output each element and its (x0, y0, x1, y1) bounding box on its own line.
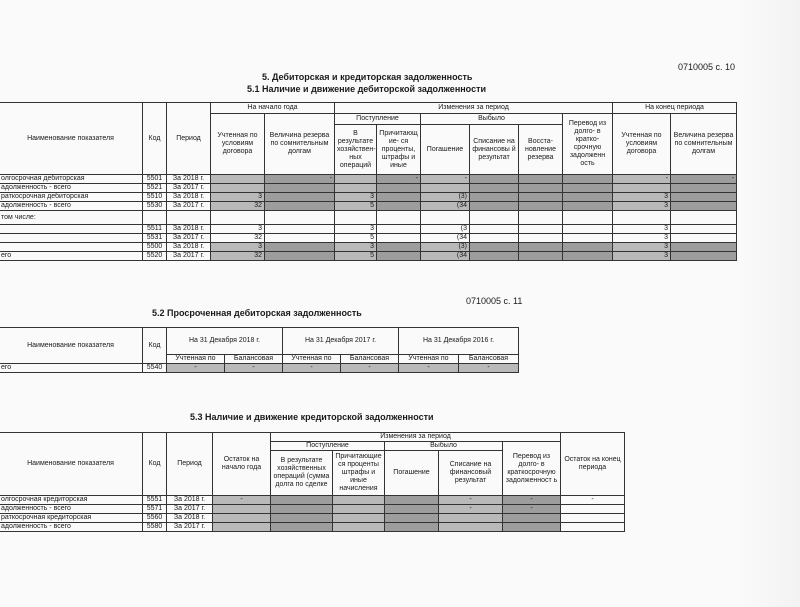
cell (333, 523, 385, 532)
cell: - (421, 175, 470, 184)
payables-header-end: Остаток на конец периода (561, 433, 625, 496)
cell (470, 252, 519, 261)
cell (265, 252, 335, 261)
row-period: За 2018 г. (167, 243, 211, 252)
header-income-interest: Причитающ ие- ся проценты, штрафы и иные (377, 125, 421, 175)
payables-header-writeoff: Списание на финансовый результат (439, 451, 503, 496)
row-code: 5511 (143, 225, 167, 234)
cell: 3 (211, 243, 265, 252)
cell: (3 (421, 225, 470, 234)
cell: - (225, 364, 283, 373)
cell (470, 234, 519, 243)
row-label: его (0, 252, 143, 261)
table-row (0, 505, 625, 514)
payables-header-code: Код (143, 433, 167, 496)
row-code: 5580 (143, 523, 167, 532)
overdue-sub-balance: Балансовая (341, 355, 399, 364)
header-code: Код (143, 103, 167, 175)
cell (563, 234, 613, 243)
cell (335, 184, 377, 193)
cell: - (341, 364, 399, 373)
header-end-of-period: На конец периода (613, 103, 737, 114)
cell: 3 (211, 193, 265, 202)
row-label (0, 225, 143, 234)
cell (519, 243, 563, 252)
cell (377, 243, 421, 252)
overdue-sub-contract: Учтенная по (283, 355, 341, 364)
scan-edge-shadow (740, 0, 800, 607)
row-period: За 2018 г. (167, 514, 213, 523)
cell: - (283, 364, 341, 373)
subsection-title-5-2: 5.2 Просроченная дебиторская задолженность (152, 308, 362, 318)
header-writeoff: Списание на финансовы й результат (470, 125, 519, 175)
payables-header-start: Остаток на начало года (213, 433, 271, 496)
header-end-contract: Учтенная по условиям договора (613, 114, 671, 175)
row-period: За 2017 г. (167, 234, 211, 243)
cell (470, 193, 519, 202)
cell: 3 (613, 252, 671, 261)
row-label: его (0, 364, 143, 373)
cell (377, 211, 421, 225)
cell: 3 (613, 193, 671, 202)
cell: 5 (335, 202, 377, 211)
row-code (143, 211, 167, 225)
overdue-header-name: Наименование показателя (0, 328, 143, 364)
cell (561, 514, 625, 523)
table-row (0, 211, 737, 225)
header-start-contract: Учтенная по условиям договора (211, 114, 265, 175)
cell (470, 202, 519, 211)
receivables-table (0, 102, 737, 261)
row-period: За 2017 г. (167, 505, 213, 514)
cell (385, 496, 439, 505)
row-period: За 2017 г. (167, 184, 211, 193)
cell: - (503, 505, 561, 514)
cell (335, 211, 377, 225)
cell: 3 (613, 202, 671, 211)
row-label: том числе: (0, 211, 143, 225)
cell (503, 523, 561, 532)
row-period: За 2018 г. (167, 496, 213, 505)
overdue-sub-balance: Балансовая (225, 355, 283, 364)
payables-header-period: Период (167, 433, 213, 496)
cell (563, 184, 613, 193)
cell (519, 175, 563, 184)
payables-table (0, 432, 625, 532)
payables-body (0, 496, 625, 532)
cell (519, 225, 563, 234)
row-period (167, 211, 211, 225)
overdue-sub-contract: Учтенная по (167, 355, 225, 364)
cell: - (503, 496, 561, 505)
cell (335, 175, 377, 184)
cell (385, 523, 439, 532)
payables-header-income-interest: Причитающие ся проценты штрафы и иные начисления (333, 451, 385, 496)
cell: 3 (335, 225, 377, 234)
row-label: раткосрочная кредиторская (0, 514, 143, 523)
cell (563, 193, 613, 202)
cell (519, 184, 563, 193)
header-income-ops: В результате хозяйствен- ных операций (335, 125, 377, 175)
cell (333, 514, 385, 523)
cell (519, 193, 563, 202)
cell (385, 505, 439, 514)
table-row (0, 496, 625, 505)
cell (265, 202, 335, 211)
cell (333, 496, 385, 505)
header-restore: Восста- новление резерва (519, 125, 563, 175)
row-period: За 2018 г. (167, 193, 211, 202)
cell (377, 234, 421, 243)
row-period: За 2017 г. (167, 252, 211, 261)
cell (271, 505, 333, 514)
row-code: 5510 (143, 193, 167, 202)
page-ref-11: 0710005 с. 11 (466, 296, 523, 306)
cell (671, 243, 737, 252)
row-period: За 2017 г. (167, 523, 213, 532)
row-code: 5560 (143, 514, 167, 523)
receivables-body (0, 175, 737, 261)
cell: 5 (335, 234, 377, 243)
row-label: адолженность - всего (0, 523, 143, 532)
payables-header-changes: Изменения за период (271, 433, 561, 442)
cell (377, 225, 421, 234)
row-code: 5500 (143, 243, 167, 252)
cell: - (439, 505, 503, 514)
header-outgo: Выбыло (421, 114, 563, 125)
cell (671, 234, 737, 243)
cell: 32 (211, 202, 265, 211)
cell (503, 514, 561, 523)
cell (421, 184, 470, 193)
cell: - (613, 175, 671, 184)
header-end-reserve: Величина резерва по сомнительным долгам (671, 114, 737, 175)
header-changes: Изменения за период (335, 103, 613, 114)
cell (265, 243, 335, 252)
header-name: Наименование показателя (0, 103, 143, 175)
cell (265, 211, 335, 225)
cell: (34 (421, 234, 470, 243)
cell: - (399, 364, 459, 373)
cell: 5 (335, 252, 377, 261)
row-period: За 2018 г. (167, 225, 211, 234)
row-label: олгосрочная кредиторская (0, 496, 143, 505)
cell (333, 505, 385, 514)
overdue-receivables-table (0, 327, 519, 373)
cell (421, 211, 470, 225)
cell (213, 505, 271, 514)
payables-header-name: Наименование показателя (0, 433, 143, 496)
cell: - (377, 175, 421, 184)
table-row (0, 234, 737, 243)
cell (265, 225, 335, 234)
overdue-header-code: Код (143, 328, 167, 364)
cell (265, 184, 335, 193)
cell (671, 184, 737, 193)
cell: (34 (421, 202, 470, 211)
cell (211, 211, 265, 225)
header-income: Поступление (335, 114, 421, 125)
cell: (34 (421, 252, 470, 261)
table-row (0, 202, 737, 211)
row-code: 5521 (143, 184, 167, 193)
cell: - (561, 496, 625, 505)
cell: - (265, 175, 335, 184)
cell: 3 (613, 234, 671, 243)
cell (470, 184, 519, 193)
cell (271, 514, 333, 523)
payables-header-transfer: Перевод из долго- в краткосрочную задолженност ь (503, 442, 561, 496)
cell (271, 496, 333, 505)
row-code: 5531 (143, 234, 167, 243)
cell (671, 225, 737, 234)
cell (470, 225, 519, 234)
row-period: За 2017 г. (167, 202, 211, 211)
row-label: адолженность - всего (0, 505, 143, 514)
cell (563, 202, 613, 211)
cell (271, 523, 333, 532)
cell: (3) (421, 243, 470, 252)
header-start-of-year: На начало года (211, 103, 335, 114)
row-label (0, 234, 143, 243)
row-code: 5501 (143, 175, 167, 184)
row-period: За 2018 г. (167, 175, 211, 184)
cell (519, 211, 563, 225)
table-row (0, 175, 737, 184)
row-label: адолженность - всего (0, 202, 143, 211)
row-label: адолженность - всего (0, 184, 143, 193)
table-row (0, 184, 737, 193)
cell: 3 (211, 225, 265, 234)
cell (561, 505, 625, 514)
table-row (0, 252, 737, 261)
cell (439, 523, 503, 532)
subsection-title-5-1: 5.1 Наличие и движение дебиторской задолженности (247, 84, 487, 94)
cell (213, 523, 271, 532)
overdue-header-2018: На 31 Декабря 2018 г. (167, 328, 283, 355)
row-label: раткосрочная дебиторская (0, 193, 143, 202)
cell (563, 252, 613, 261)
table-row (0, 225, 737, 234)
row-code: 5551 (143, 496, 167, 505)
header-repay: Погашение (421, 125, 470, 175)
cell: - (439, 496, 503, 505)
cell (613, 184, 671, 193)
payables-header-repay: Погашение (385, 451, 439, 496)
cell (671, 252, 737, 261)
cell (519, 202, 563, 211)
cell: (3) (421, 193, 470, 202)
cell: 3 (613, 243, 671, 252)
cell: - (459, 364, 519, 373)
cell (563, 175, 613, 184)
cell (563, 243, 613, 252)
overdue-sub-balance: Балансовая (459, 355, 519, 364)
cell (213, 514, 271, 523)
cell (211, 184, 265, 193)
cell: - (671, 175, 737, 184)
row-code: 5540 (143, 364, 167, 373)
cell (671, 202, 737, 211)
header-period: Период (167, 103, 211, 175)
cell (385, 514, 439, 523)
cell (211, 175, 265, 184)
cell (613, 211, 671, 225)
cell (671, 211, 737, 225)
cell: - (213, 496, 271, 505)
payables-header-income: Поступление (271, 442, 385, 451)
cell (470, 175, 519, 184)
row-label (0, 243, 143, 252)
cell: 3 (335, 193, 377, 202)
row-label: олгосрочная дебиторская (0, 175, 143, 184)
table-row (0, 243, 737, 252)
table-row (0, 193, 737, 202)
subsection-title-5-3: 5.3 Наличие и движение кредиторской задолженности (190, 412, 434, 422)
row-code: 5520 (143, 252, 167, 261)
cell (265, 234, 335, 243)
row-code: 5530 (143, 202, 167, 211)
cell (470, 211, 519, 225)
table-row (0, 514, 625, 523)
header-transfer: Перевод из долго- в кратко- срочную задолженн ость (563, 114, 613, 175)
cell: 32 (211, 252, 265, 261)
cell: - (167, 364, 225, 373)
cell (671, 193, 737, 202)
cell: 32 (211, 234, 265, 243)
cell (561, 523, 625, 532)
cell (439, 514, 503, 523)
table-row (0, 364, 519, 373)
payables-header-income-ops: В результате хозяйственных операций (сумма долга по сделке (271, 451, 333, 496)
cell: 3 (613, 225, 671, 234)
cell (265, 193, 335, 202)
cell (519, 252, 563, 261)
cell (470, 243, 519, 252)
row-code: 5571 (143, 505, 167, 514)
cell (377, 252, 421, 261)
table-row (0, 523, 625, 532)
payables-header-outgo: Выбыло (385, 442, 503, 451)
cell (377, 184, 421, 193)
cell (377, 202, 421, 211)
header-start-reserve: Величина резерва по сомнительным долгам (265, 114, 335, 175)
cell (563, 225, 613, 234)
cell (377, 193, 421, 202)
overdue-header-2017: На 31 Декабря 2017 г. (283, 328, 399, 355)
page-ref-10: 0710005 с. 10 (678, 62, 736, 72)
cell (519, 234, 563, 243)
cell (563, 211, 613, 225)
overdue-header-2016: На 31 Декабря 2016 г. (399, 328, 519, 355)
cell: 3 (335, 243, 377, 252)
overdue-sub-contract: Учтенная по (399, 355, 459, 364)
section-title: 5. Дебиторская и кредиторская задолженность (262, 72, 473, 82)
